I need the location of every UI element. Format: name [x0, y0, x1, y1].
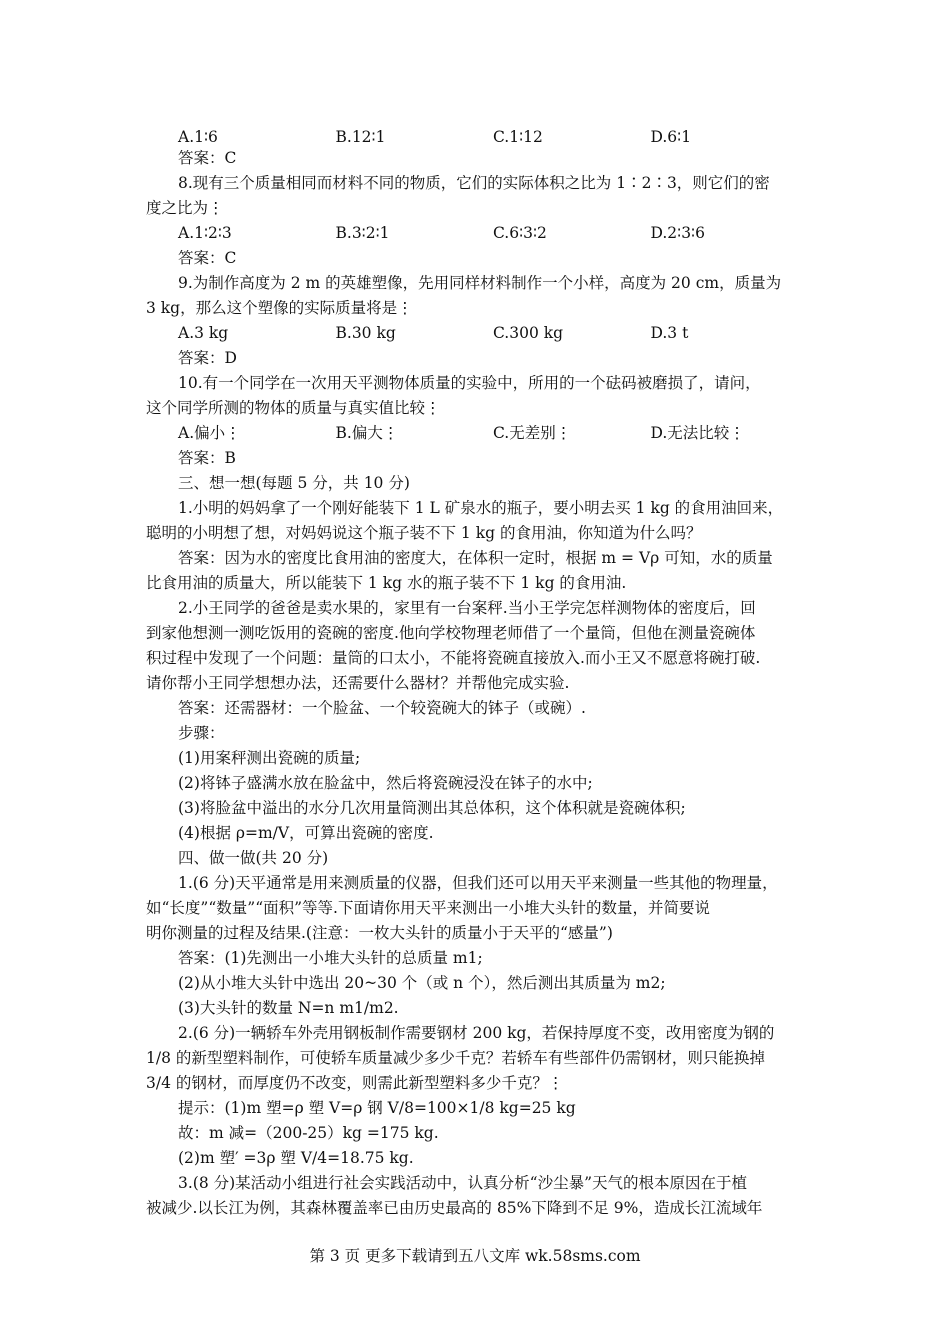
s3-a1-line2: 比食用油的质量大，所以能装下 1 kg 水的瓶子装不下 1 kg 的食用油. [146, 574, 627, 592]
q9-options [146, 321, 808, 346]
s3-step-2: (2)将钵子盛满水放在脸盆中，然后将瓷碗浸没在钵子的水中; [178, 774, 593, 792]
s4-a1-line1: 答案：(1)先测出一小堆大头针的总质量 m1; [178, 949, 483, 967]
q9-stem-cont: 3 kg，那么这个塑像的实际质量将是⋮ [146, 299, 413, 317]
s4-q1-line2: 如“长度”“数量”“面积”等等.下面请你用天平来测出一小堆大头针的数量，并简要说 [146, 899, 710, 917]
q8-option-c: C.6∶3∶2 [493, 224, 547, 242]
s3-q2-line1: 2.小王同学的爸爸是卖水果的，家里有一台案秤.当小王学完怎样测物体的密度后，回 [178, 599, 756, 617]
section4-title: 四、做一做(共 20 分) [178, 849, 329, 867]
s4-q1-line1: 1.(6 分)天平通常是用来测质量的仪器，但我们还可以用天平来测量一些其他的物理量， [178, 874, 778, 892]
q9-option-d: D.3 t [650, 324, 689, 342]
s4-q2-line1: 2.(6 分)一辆轿车外壳用钢板制作需要钢材 200 kg，若保持厚度不变，改用密度为钢的 [178, 1024, 775, 1042]
q7-option-c: C.1∶12 [493, 128, 543, 146]
s4-q1-line3: 明你测量的过程及结果.(注意：一枚大头针的质量小于天平的“感量”) [146, 924, 613, 942]
s3-a1-line1: 答案：因为水的密度比食用油的密度大，在体积一定时，根据 m = Vρ 可知，水的质量 [178, 549, 773, 567]
q7-options [146, 128, 808, 146]
q9-option-b: B.30 kg [335, 324, 396, 342]
page-footer: 第 3 页 更多下载请到五八文库 wk.58sms.com [309, 1247, 641, 1265]
s4-a1-line3: (3)大头针的数量 N=n m1/m2. [178, 999, 399, 1017]
q7-option-a: A.1∶6 [178, 128, 218, 146]
q8-stem-cont: 度之比为⋮ [146, 199, 224, 217]
s3-q1-line1: 1.小明的妈妈拿了一个刚好能装下 1 L 矿泉水的瓶子，要小明去买 1 kg 的食用油回来， [178, 499, 784, 517]
q8-answer: 答案：C [178, 249, 237, 267]
s3-q2-line2: 到家他想测一测吃饭用的瓷碗的密度.他向学校物理老师借了一个量筒，但他在测量瓷碗体 [146, 624, 756, 642]
s4-q2-line3: 3/4 的钢材，而厚度仍不改变，则需此新型塑料多少千克？⋮ [146, 1074, 564, 1092]
s3-q2-line4: 请你帮小王同学想想办法，还需要什么器材？并帮他完成实验. [146, 674, 570, 692]
q10-answer: 答案：B [178, 449, 236, 467]
q7-option-d: D.6∶1 [650, 128, 692, 146]
q10-options [146, 421, 808, 446]
s4-a1-line2: (2)从小堆大头针中选出 20~30 个（或 n 个），然后测出其质量为 m2; [178, 974, 666, 992]
s3-steps-label: 步骤： [178, 724, 225, 742]
q10-option-c: C.无差别⋮ [493, 424, 572, 442]
s4-hint-2: 故：m 减=（200-25）kg =175 kg. [178, 1124, 439, 1142]
q8-option-b: B.3∶2∶1 [335, 224, 390, 242]
s3-step-4: (4)根据 ρ=m/V，可算出瓷碗的密度. [178, 824, 434, 842]
q9-answer: 答案：D [178, 349, 237, 367]
s3-q2-line3: 积过程中发现了一个问题：量筒的口太小，不能将瓷碗直接放入.而小王又不愿意将碗打破. [146, 649, 761, 667]
q8-options [146, 221, 808, 246]
document-body [146, 128, 808, 1221]
s4-hint-3: (2)m 塑′ =3ρ 塑 V/4=18.75 kg. [178, 1149, 414, 1167]
q10-option-a: A.偏小⋮ [178, 424, 241, 442]
q9-option-a: A.3 kg [178, 324, 229, 342]
q8-option-a: A.1∶2∶3 [178, 224, 232, 242]
q7-answer: 答案：C [178, 149, 237, 167]
section3-title: 三、想一想(每题 5 分，共 10 分) [178, 474, 410, 492]
s3-q1-line2: 聪明的小明想了想，对妈妈说这个瓶子装不下 1 kg 的食用油，你知道为什么吗？ [146, 524, 702, 542]
q10-option-b: B.偏大⋮ [335, 424, 399, 442]
s4-hint-1: 提示：(1)m 塑=ρ 塑 V=ρ 钢 V/8=100×1/8 kg=25 kg [178, 1099, 576, 1117]
s4-q3-line2: 被减少.以长江为例，其森林覆盖率已由历史最高的 85%下降到不足 9%，造成长江流域年 [146, 1199, 763, 1217]
s4-q3-line1: 3.(8 分)某活动小组进行社会实践活动中，认真分析“沙尘暴”天气的根本原因在于植 [178, 1174, 748, 1192]
s3-a2-line1: 答案：还需器材：一个脸盆、一个较瓷碗大的钵子（或碗）. [178, 699, 586, 717]
q10-stem: 10.有一个同学在一次用天平测物体质量的实验中，所用的一个砝码被磨损了，请问， [178, 374, 761, 392]
s4-q2-line2: 1/8 的新型塑料制作，可使轿车质量减少多少千克？若轿车有些部件仍需钢材，则只能换掉 [146, 1049, 765, 1067]
q10-option-d: D.无法比较⋮ [650, 424, 745, 442]
q8-stem: 8.现有三个质量相同而材料不同的物质，它们的实际体积之比为 1∶2∶3，则它们的密 [178, 174, 770, 192]
q10-stem-cont: 这个同学所测的物体的质量与真实值比较⋮ [146, 399, 441, 417]
q8-option-d: D.2∶3∶6 [650, 224, 705, 242]
q7-option-b: B.12∶1 [335, 128, 386, 146]
q9-stem: 9.为制作高度为 2 m 的英雄塑像，先用同样材料制作一个小样，高度为 20 cm，质量为 [178, 274, 782, 292]
s3-step-3: (3)将脸盆中溢出的水分几次用量筒测出其总体积，这个体积就是瓷碗体积; [178, 799, 686, 817]
s3-step-1: (1)用案秤测出瓷碗的质量; [178, 749, 361, 767]
q9-option-c: C.300 kg [493, 324, 564, 342]
